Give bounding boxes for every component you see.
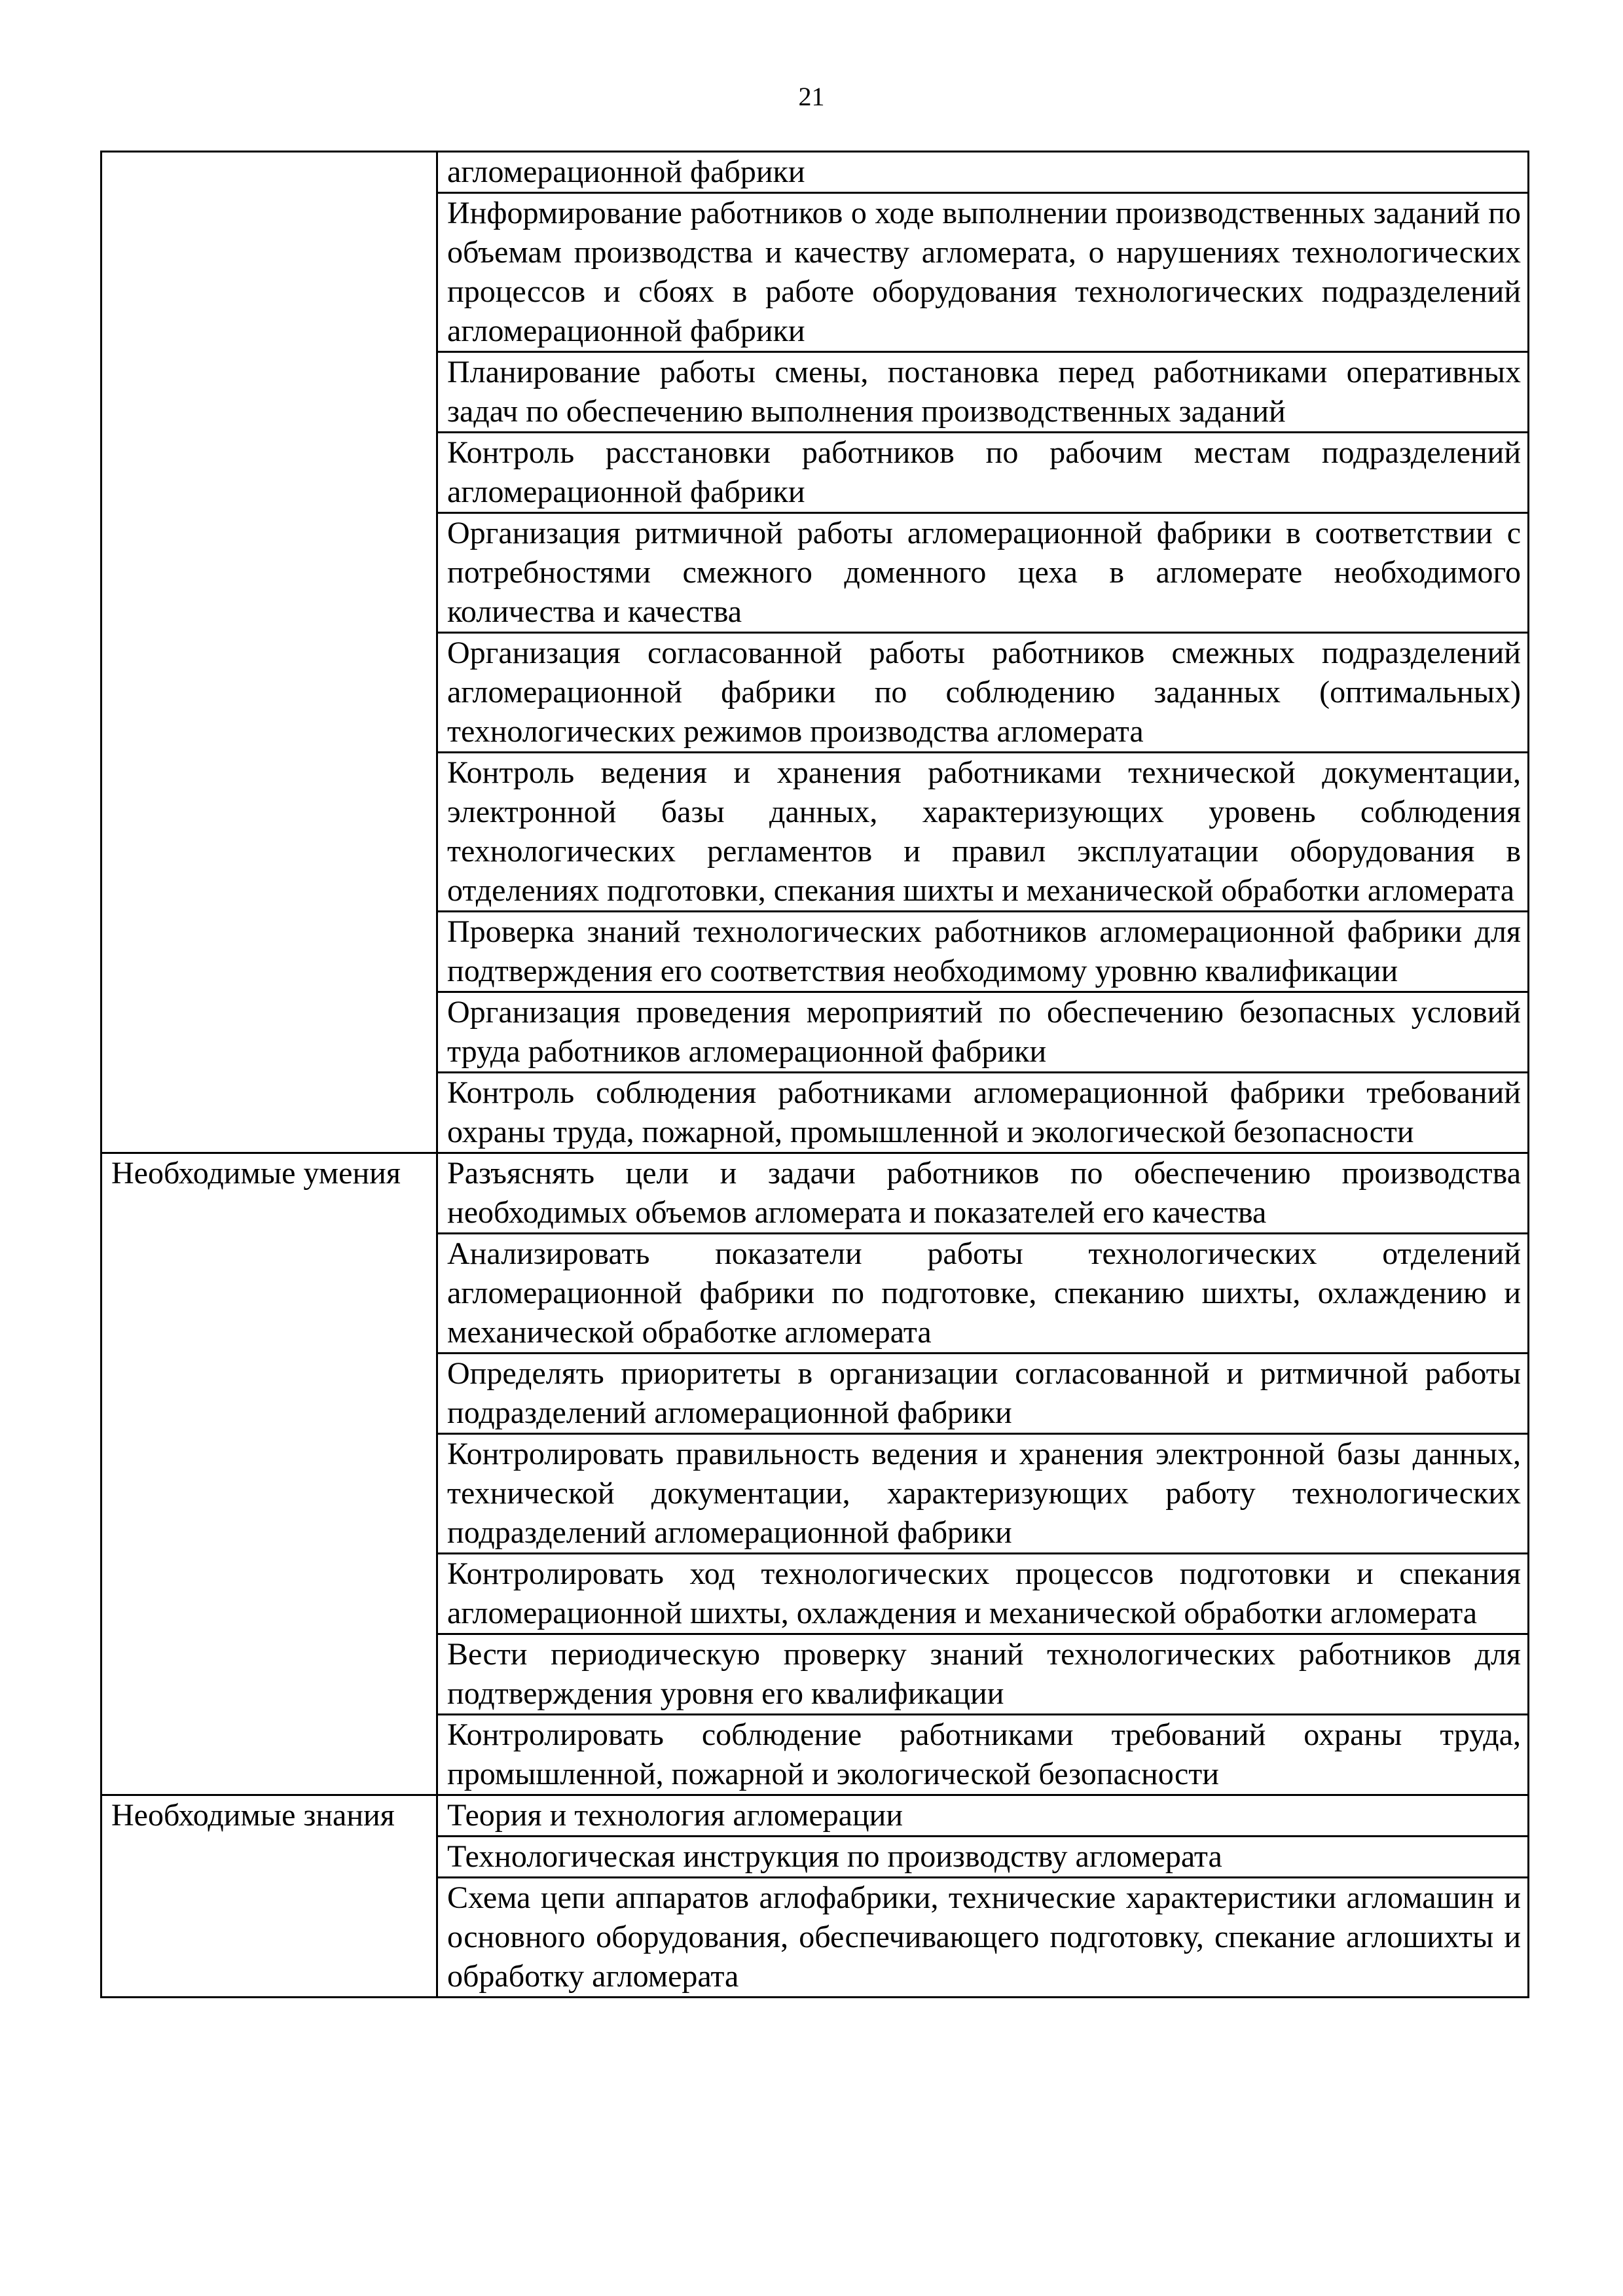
table-cell: Технологическая инструкция по производству агломерата	[437, 1837, 1529, 1878]
table-cell: Организация проведения мероприятий по обеспечению безопасных условий труда работников агломерационной фабрики	[437, 992, 1529, 1073]
table-cell: Определять приоритеты в организации согласованной и ритмичной работы подразделений агломерационной фабрики	[437, 1354, 1529, 1434]
table-cell: Схема цепи аппаратов аглофабрики, технические характеристики агломашин и основного оборудования, обеспечивающего подготовку, спекание аглошихты и обработку агломерата	[437, 1878, 1529, 1998]
table-row	[101, 1153, 1529, 1234]
table-row	[101, 1795, 1529, 1837]
table-cell: Информирование работников о ходе выполнении производственных заданий по объемам производства и качеству агломерата, о нарушениях технологических процессов и сбоях в работе оборудования технологических подразделений агломерационной фабрики	[437, 193, 1529, 352]
table-cell: Планирование работы смены, постановка перед работниками оперативных задач по обеспечению выполнения производственных заданий	[437, 352, 1529, 433]
table-row	[101, 152, 1529, 193]
table-cell: Контроль расстановки работников по рабочим местам подразделений агломерационной фабрики	[437, 433, 1529, 513]
table-cell: Контролировать соблюдение работниками требований охраны труда, промышленной, пожарной и экологической безопасности	[437, 1715, 1529, 1795]
table-cell: Вести периодическую проверку знаний технологических работников для подтверждения уровня его квалификации	[437, 1634, 1529, 1715]
section-label	[101, 152, 437, 1153]
table-cell: Теория и технология агломерации	[437, 1795, 1529, 1837]
table-cell: Анализировать показатели работы технологических отделений агломерационной фабрики по подготовке, спеканию шихты, охлаждению и механической обработке агломерата	[437, 1234, 1529, 1354]
table-cell: Проверка знаний технологических работников агломерационной фабрики для подтверждения его соответствия необходимому уровню квалификации	[437, 912, 1529, 992]
page-number: 21	[798, 82, 825, 111]
section-label: Необходимые умения	[101, 1153, 437, 1795]
table-cell: Организация ритмичной работы агломерационной фабрики в соответствии с потребностями смежного доменного цеха в агломерате необходимого количества и качества	[437, 513, 1529, 633]
table-cell: Контролировать правильность ведения и хранения электронной базы данных, технической документации, характеризующих работу технологических подразделений агломерационной фабрики	[437, 1434, 1529, 1554]
table-cell: Разъяснять цели и задачи работников по обеспечению производства необходимых объемов агломерата и показателей его качества	[437, 1153, 1529, 1234]
table-cell: Контролировать ход технологических процессов подготовки и спекания агломерационной шихты, охлаждения и механической обработки агломерата	[437, 1554, 1529, 1634]
section-label: Необходимые знания	[101, 1795, 437, 1998]
requirements-table	[100, 151, 1529, 1998]
table-cell: Контроль соблюдения работниками агломерационной фабрики требований охраны труда, пожарной, промышленной и экологической безопасности	[437, 1073, 1529, 1153]
table-cell: Контроль ведения и хранения работниками технической документации, электронной базы данных, характеризующих уровень соблюдения технологических регламентов и правил эксплуатации оборудования в отделениях подготовки, спекания шихты и механической обработки агломерата	[437, 753, 1529, 912]
table-cell: Организация согласованной работы работников смежных подразделений агломерационной фабрики по соблюдению заданных (оптимальных) технологических режимов производства агломерата	[437, 633, 1529, 753]
table-cell: агломерационной фабрики	[437, 152, 1529, 193]
